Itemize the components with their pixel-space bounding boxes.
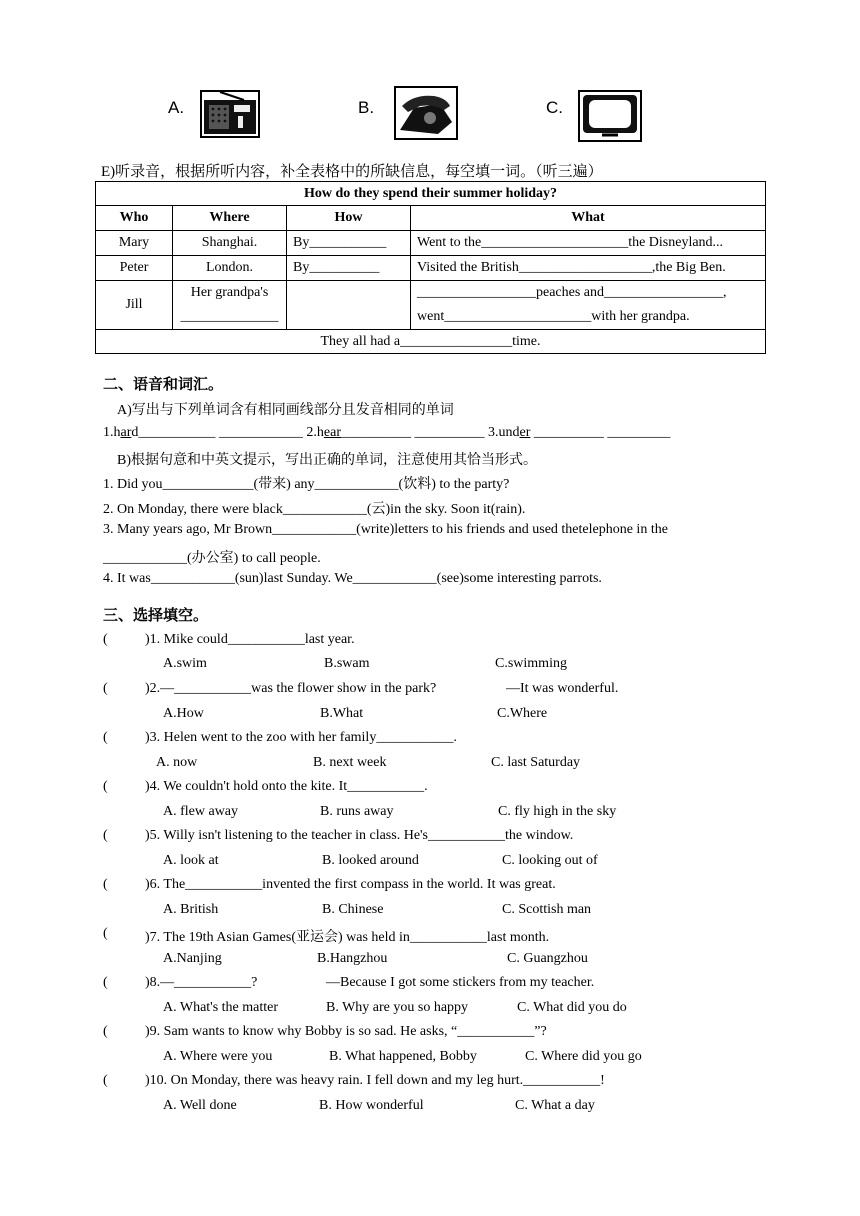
answer-paren[interactable]: ( [103,632,108,647]
how-cell[interactable]: By___________ [287,231,411,256]
answer-paren[interactable]: ( [103,730,108,745]
answer-paren[interactable]: ( [103,975,108,990]
question-stem: )3. Helen went to the zoo with her family___________. [145,730,457,745]
what-cell[interactable] [411,281,766,330]
question-stem: )10. On Monday, there was heavy rain. I fell down and my leg hurt.___________! [145,1073,605,1088]
where-cell: London. [173,256,287,281]
answer-paren[interactable]: ( [103,1073,108,1088]
option-b[interactable]: B.swam [324,656,370,671]
where-cell[interactable] [173,281,287,330]
table-footer[interactable]: They all had a________________time. [96,330,766,354]
word-3-underlined: er [519,425,531,440]
word-1-rest[interactable]: d___________ ____________ 2.h [131,425,324,440]
option-b[interactable]: B. runs away [320,804,394,819]
option-b[interactable]: B. Why are you so happy [326,1000,469,1015]
where-line-1: Her grandpa's [190,285,269,300]
option-c[interactable]: C. What a day [515,1098,595,1113]
answer-paren[interactable]: ( [103,1024,108,1039]
answer-paren[interactable]: ( [103,681,108,696]
option-c[interactable]: C.Where [497,706,548,721]
option-c[interactable]: C. last Saturday [491,755,581,770]
vocab-item-continued[interactable]: ____________(办公室) to call people. [103,551,321,566]
option-a[interactable]: A.swim [163,656,207,671]
section-2a-instruction: A)写出与下列单词含有相同画线部分且发音相同的单词 [117,403,454,418]
vocab-item[interactable]: 3. Many years ago, Mr Brown____________(write)letters to his friends and used thetelephone in the [103,522,668,537]
answer-paren[interactable]: ( [103,877,108,892]
option-a[interactable]: A. Where were you [163,1049,273,1064]
television-icon [578,90,642,142]
option-c[interactable]: C. Where did you go [525,1049,642,1064]
option-b-label: B. [358,98,375,117]
what-line-2[interactable]: went_____________________with her grandpa. [417,309,690,324]
option-c[interactable]: C. fly high in the sky [498,804,617,819]
option-c[interactable]: C. What did you do [517,1000,627,1015]
question-stem: )8.—___________? [145,975,258,990]
question-stem: )9. Sam wants to know why Bobby is so sad. He asks, “___________”? [145,1024,547,1039]
section-e-heading: E)听录音，根据所听内容，补全表格中的所缺信息，每空填一词。（听三遍） [101,164,603,180]
question-stem: )5. Willy isn't listening to the teacher in class. He's___________the window. [145,828,574,843]
header-who: Who [96,206,173,231]
option-a[interactable]: A. Well done [163,1098,237,1113]
option-b[interactable]: B. next week [313,755,387,770]
vocab-item[interactable]: 2. On Monday, there were black____________(云)in the sky. Soon it(rain). [103,502,526,517]
option-a[interactable]: A. now [156,755,198,770]
question-stem: )4. We couldn't hold onto the kite. It___________. [145,779,428,794]
telephone-icon [394,86,458,140]
answer-paren[interactable]: ( [103,828,108,843]
radio-icon [200,90,260,138]
what-cell[interactable]: Visited the British___________________,the Big Ben. [411,256,766,281]
section-2b-instruction: B)根据句意和中英文提示，写出正确的单词，注意使用其恰当形式。 [117,453,537,468]
option-c[interactable]: C.swimming [495,656,567,671]
table-row [96,256,766,281]
summer-holiday-table [95,181,766,354]
option-b[interactable]: B.What [320,706,364,721]
question-reply: —Because I got some stickers from my teacher. [326,975,595,990]
picture-options [0,86,860,146]
question-stem: )7. The 19th Asian Games(亚运会) was held in___________last month. [145,930,550,945]
vocab-item[interactable]: 1. Did you_____________(带来) any____________(饮料) to the party? [103,477,510,492]
word-1-underlined: ar [120,425,132,440]
question-stem: )2.—___________was the flower show in the park? [145,681,437,696]
answer-paren[interactable]: ( [103,779,108,794]
option-b[interactable]: B.Hangzhou [317,951,388,966]
vocab-item[interactable]: 4. It was____________(sun)last Sunday. We____________(see)some interesting parrots. [103,571,602,586]
header-what: What [411,206,766,231]
who-cell: Jill [96,281,173,330]
option-b[interactable]: B. looked around [322,853,419,868]
what-cell[interactable]: Went to the_____________________the Disneyland... [411,231,766,256]
option-a[interactable]: A. look at [163,853,219,868]
option-a[interactable]: A. flew away [163,804,239,819]
question-stem: )1. Mike could___________last year. [145,632,355,647]
where-cell: Shanghai. [173,231,287,256]
option-a[interactable]: A. British [163,902,219,917]
who-cell: Mary [96,231,173,256]
question-stem: )6. The___________invented the first compass in the world. It was great. [145,877,556,892]
option-a[interactable]: A.How [163,706,204,721]
how-cell[interactable] [287,281,411,330]
answer-paren[interactable]: ( [103,926,108,941]
where-line-2[interactable]: ______________ [180,309,279,324]
how-cell[interactable]: By__________ [287,256,411,281]
table-title: How do they spend their summer holiday? [96,182,766,206]
word-2-rest[interactable]: __________ __________ 3.und [340,425,520,440]
what-line-1[interactable]: _________________peaches and_________________, [417,285,727,300]
option-c[interactable]: C. Scottish man [502,902,592,917]
phonics-line[interactable] [103,425,670,441]
header-where: Where [173,206,287,231]
option-b[interactable]: B. Chinese [322,902,384,917]
section-2-heading: 二、语音和词汇。 [103,375,224,393]
table-row [96,231,766,256]
question-reply: —It was wonderful. [506,681,619,696]
option-a[interactable]: A. What's the matter [163,1000,279,1015]
word-1-prefix: 1.h [103,425,121,440]
option-a-label: A. [168,98,185,117]
who-cell: Peter [96,256,173,281]
header-how: How [287,206,411,231]
word-2-underlined: ear [323,425,341,440]
section-3-heading: 三、选择填空。 [103,606,209,624]
option-c[interactable]: C. looking out of [502,853,598,868]
word-3-rest[interactable]: __________ _________ [530,425,671,440]
table-row [96,281,766,330]
option-c[interactable]: C. Guangzhou [507,951,588,966]
option-b[interactable]: B. How wonderful [319,1098,424,1113]
option-a[interactable]: A.Nanjing [163,951,222,966]
option-c-label: C. [546,98,563,117]
option-b[interactable]: B. What happened, Bobby [329,1049,477,1064]
